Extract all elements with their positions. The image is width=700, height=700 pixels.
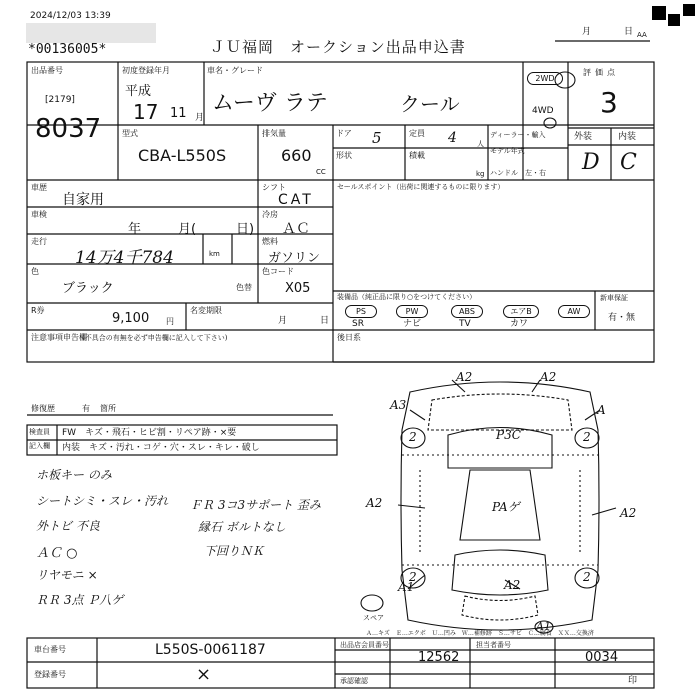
shape-label: 形状 — [336, 151, 352, 160]
displacement-label: 排気量 — [262, 129, 286, 138]
model-label: 型式 — [122, 129, 138, 138]
equip-ps[interactable]: PS — [345, 305, 377, 318]
capacity-unit: 人 — [477, 140, 484, 148]
handwritten-note: 外トビ 不良 — [36, 519, 100, 533]
print-timestamp: 2024/12/03 13:39 — [30, 11, 111, 21]
deadline-day: 日 — [320, 316, 330, 326]
equipment-label: 装備品（純正品に限り○をつけてください） — [337, 293, 477, 301]
shift-value: CAT — [278, 192, 314, 208]
fuel-label: 燃料 — [262, 237, 278, 246]
drive-4wd-option[interactable]: 4WD — [532, 106, 554, 116]
aircon-value: ＡＣ — [282, 221, 310, 237]
cc-unit: CC — [316, 168, 326, 176]
post-label: 後日系 — [337, 333, 361, 342]
damage-mark: A2 — [620, 506, 637, 520]
inspection-year: 年 — [128, 222, 142, 237]
handwritten-note: 縁石 ボルトなし — [198, 520, 286, 534]
handwritten-note: シートシミ・スレ・汚れ — [36, 494, 169, 508]
capacity-value: 4 — [448, 130, 457, 146]
load-label: 積載 — [409, 151, 425, 160]
inspection-label: 車検 — [31, 210, 47, 219]
registration-number-value: × — [196, 664, 212, 685]
handle-label: ハンドル — [490, 169, 518, 177]
vehicle-grade: クール — [400, 92, 460, 116]
registration-year: 17 — [133, 100, 159, 124]
month-label: 月 — [582, 27, 592, 37]
damage-legend: Ａ…キズ Ｅ…エクボ Ｕ…凹み Ｗ…補修跡 Ｓ…サビ Ｃ…腐食 ＸＸ…交換済 — [366, 630, 594, 637]
dealer-label: ディーラー・輸入 — [490, 131, 546, 139]
deadline-label: 名変期限 — [190, 306, 222, 315]
damage-mark: A2 — [504, 578, 521, 592]
damage-mark: A2 — [540, 370, 557, 384]
damage-mark: A2 — [366, 496, 383, 510]
usage-label: 車歴 — [31, 183, 47, 192]
damage-mark: A1 — [536, 620, 551, 633]
mileage-label: 走行 — [31, 237, 47, 246]
member-number-value: 12562 — [418, 650, 460, 665]
interior-label: 内装 — [618, 132, 637, 142]
seal-label: 印 — [628, 676, 638, 686]
damage-mark: A2 — [456, 370, 473, 384]
new-car-warranty-options[interactable]: 有・無 — [608, 313, 636, 323]
vehicle-name: ムーヴ ラテ — [212, 91, 328, 116]
notes-label: 注意事項申告欄 — [31, 333, 87, 342]
registration-label: 初度登録年月 — [122, 66, 170, 75]
equip-pw[interactable]: PW — [396, 305, 428, 318]
damage-mark: A — [597, 403, 606, 417]
equip-sr[interactable]: SR — [352, 319, 364, 329]
score-value: 3 — [600, 86, 618, 119]
handle-options: 左・右 — [525, 169, 546, 177]
doors-label: ドア — [336, 129, 352, 138]
kg-unit: kg — [476, 170, 485, 178]
inspector-entry-label: 記入欄 — [29, 442, 50, 450]
chassis-label: 車台番号 — [34, 645, 66, 654]
new-car-warranty-label: 新車保証 — [600, 294, 628, 302]
lot-label: 出品番号 — [31, 66, 63, 75]
inspector-row-fw: FW キズ・飛石・ヒビ割・リペア跡・×要 — [62, 428, 237, 438]
registration-month-suffix: 月 — [195, 113, 205, 123]
color-code-label: 色コード — [262, 267, 294, 276]
color-label: 色 — [31, 267, 39, 276]
spare-label: スペア — [363, 614, 384, 622]
equip-tv[interactable]: TV — [459, 319, 471, 329]
staff-number-label: 担当者番号 — [476, 641, 511, 649]
inspection-day: 日) — [236, 222, 255, 237]
lot-number: 8037 — [35, 114, 102, 144]
registration-number-label: 登録番号 — [34, 670, 66, 679]
damage-mark: 2 — [583, 570, 591, 584]
handwritten-note: ＲＲ 3点 Ｐ八ゲ — [36, 593, 124, 607]
exterior-label: 外装 — [574, 132, 593, 142]
inspection-month: 月( — [178, 222, 197, 237]
damage-mark: A3 — [390, 398, 407, 412]
equip-airbag[interactable]: エアB — [503, 305, 539, 318]
damage-mark: A1 — [398, 580, 415, 594]
usage-value: 自家用 — [62, 192, 104, 208]
chassis-value: L550S-0061187 — [155, 642, 266, 658]
displacement-value: 660 — [281, 146, 312, 165]
handwritten-note: ＦＲ 3コ3サポート 歪み — [190, 498, 321, 512]
model-year-label: モデル年式 — [490, 147, 525, 155]
vehicle-name-label: 車名・グレード — [207, 66, 263, 75]
mileage-value: 14万4千784 — [75, 248, 174, 268]
repair-value: 有 — [82, 404, 90, 413]
repair-label: 修復歴 — [31, 404, 55, 413]
damage-mark: PAゲ — [492, 500, 520, 514]
form-title: ＪＵ福岡 オークション出品申込書 — [210, 38, 466, 56]
mileage-unit: km — [209, 250, 220, 258]
day-label: 日 — [624, 27, 634, 37]
damage-mark: 2 — [583, 430, 591, 444]
notes-sub: (不具合の有無を必ず申告欄に記入して下さい) — [82, 334, 228, 342]
equip-aw[interactable]: AW — [558, 305, 590, 318]
lot-bracket-number: [2179] — [45, 95, 75, 105]
equip-leather[interactable]: カワ — [510, 319, 529, 329]
damage-mark: 2 — [409, 570, 417, 584]
recycle-unit: 円 — [166, 317, 174, 326]
model-value: CBA-L550S — [138, 146, 227, 165]
approval-label: 承認確認 — [340, 677, 368, 685]
recycle-label: R券 — [31, 306, 45, 315]
score-label: 評価点 — [583, 68, 619, 77]
sales-point-label: セールスポイント（出荷に関連するものに限ります） — [337, 183, 505, 191]
registration-era: 平成 — [125, 84, 152, 99]
sheet-number: *00136005* — [28, 42, 107, 57]
aa-label: AA — [637, 31, 647, 39]
equip-navi[interactable]: ナビ — [403, 319, 422, 329]
damage-mark: P3C — [496, 428, 521, 442]
repair-detail: 箇所 — [100, 404, 116, 413]
handwritten-note: 下回りＮＫ — [204, 544, 265, 558]
aircon-label: 冷房 — [262, 210, 278, 219]
recycle-value: 9,100 — [112, 311, 150, 326]
deadline-month: 月 — [278, 316, 288, 326]
color-change-label: 色替 — [236, 283, 252, 292]
shift-label: シフト — [262, 183, 286, 192]
handwritten-note: ＡＣ ○ — [36, 546, 78, 561]
member-number-label: 出品店会員番号 — [340, 641, 389, 649]
fuel-value: ガソリン — [268, 251, 321, 266]
exterior-grade: D — [582, 150, 600, 175]
registration-month: 11 — [170, 106, 187, 121]
capacity-label: 定員 — [409, 129, 425, 138]
drive-2wd-option[interactable]: 2WD — [527, 72, 563, 85]
handwritten-note: リヤモニ × — [36, 568, 98, 582]
doors-value: 5 — [372, 129, 382, 147]
color-value: ブラック — [62, 281, 114, 296]
inspector-row-interior: 内装 キズ・汚れ・コゲ・穴・スレ・キレ・破し — [62, 443, 260, 453]
interior-grade: C — [620, 150, 637, 175]
handwritten-note: ホ板キー のみ — [36, 468, 112, 482]
inspector-label: 検査員 — [29, 428, 50, 436]
color-code-value: X05 — [285, 281, 311, 296]
damage-mark: 2 — [409, 430, 417, 444]
staff-number-value: 0034 — [585, 650, 619, 665]
equip-abs[interactable]: ABS — [451, 305, 483, 318]
